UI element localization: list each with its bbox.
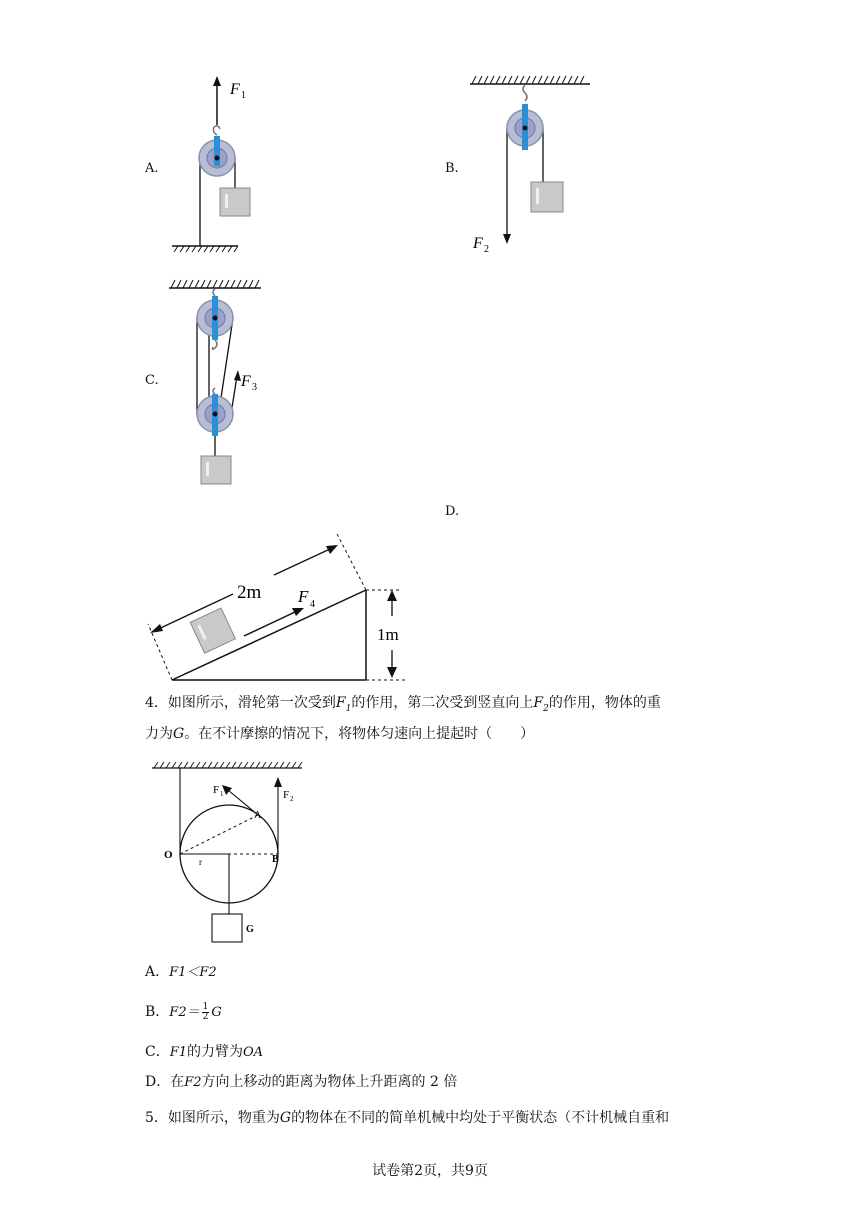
- option-d-figure: [140, 528, 430, 688]
- svg-text:F: F: [473, 235, 483, 252]
- weight-block-icon: [220, 188, 250, 216]
- svg-text:1m: 1m: [377, 625, 399, 644]
- weight-block-icon: [531, 182, 563, 212]
- svg-text:2m: 2m: [237, 582, 262, 603]
- svg-text:A: A: [254, 810, 262, 821]
- svg-text:3: 3: [252, 382, 257, 393]
- question-4-option-d: D．在F2方向上移动的距离为物体上升距离的 2 倍: [145, 1074, 458, 1090]
- svg-text:G: G: [246, 924, 254, 935]
- weight-block-icon: [201, 456, 231, 484]
- question-4-stem-line2: 力为G。在不计摩擦的情况下，将物体匀速向上提起时（ ）: [145, 726, 535, 742]
- option-a-figure: [160, 70, 280, 260]
- svg-text:r: r: [199, 857, 202, 867]
- question-4-option-b: B．F2＝ $\frac{1}{2}$ G: [145, 1001, 222, 1022]
- option-b-figure: [465, 68, 595, 258]
- svg-text:1: 1: [220, 790, 224, 798]
- force-arrow-icon: [503, 234, 511, 244]
- weight-block-icon: [212, 914, 242, 942]
- svg-text:B: B: [272, 854, 279, 865]
- force-arrow-icon: [274, 777, 282, 787]
- svg-text:2: 2: [290, 795, 294, 803]
- question-4-option-a: A．F1＜F2: [145, 964, 217, 980]
- svg-text:F: F: [213, 784, 220, 796]
- question-4-option-c: C．F1的力臂为OA: [145, 1044, 264, 1060]
- force-arrow-icon: [222, 785, 232, 795]
- svg-text:F: F: [241, 373, 251, 390]
- svg-text:F: F: [298, 587, 309, 606]
- svg-text:2: 2: [484, 244, 489, 255]
- question-5-stem: 5．如图所示，物重为G的物体在不同的简单机械中均处于平衡状态（不计机械自重和: [145, 1110, 670, 1126]
- option-c-figure: [165, 270, 285, 490]
- question-4-figure: [140, 758, 320, 948]
- option-a-label: A.: [145, 161, 159, 176]
- option-d-label: D.: [445, 504, 460, 519]
- svg-text:F: F: [230, 81, 240, 98]
- force-arrow-icon: [234, 370, 241, 381]
- svg-text:O: O: [164, 849, 173, 861]
- svg-text:F: F: [283, 789, 290, 801]
- force-arrow-icon: [213, 76, 221, 86]
- weight-block-icon: [190, 608, 235, 653]
- question-4-stem-line1: 4．如图所示，滑轮第一次受到$F_1$的作用，第二次受到竖直向上$F_2$的作用，物体的重: [145, 695, 661, 714]
- page-footer: 试卷第2页，共9页: [372, 1163, 488, 1179]
- option-c-label: C.: [145, 373, 159, 388]
- svg-text:1: 1: [241, 90, 246, 101]
- option-b-label: B.: [445, 161, 459, 176]
- svg-text:4: 4: [310, 599, 315, 610]
